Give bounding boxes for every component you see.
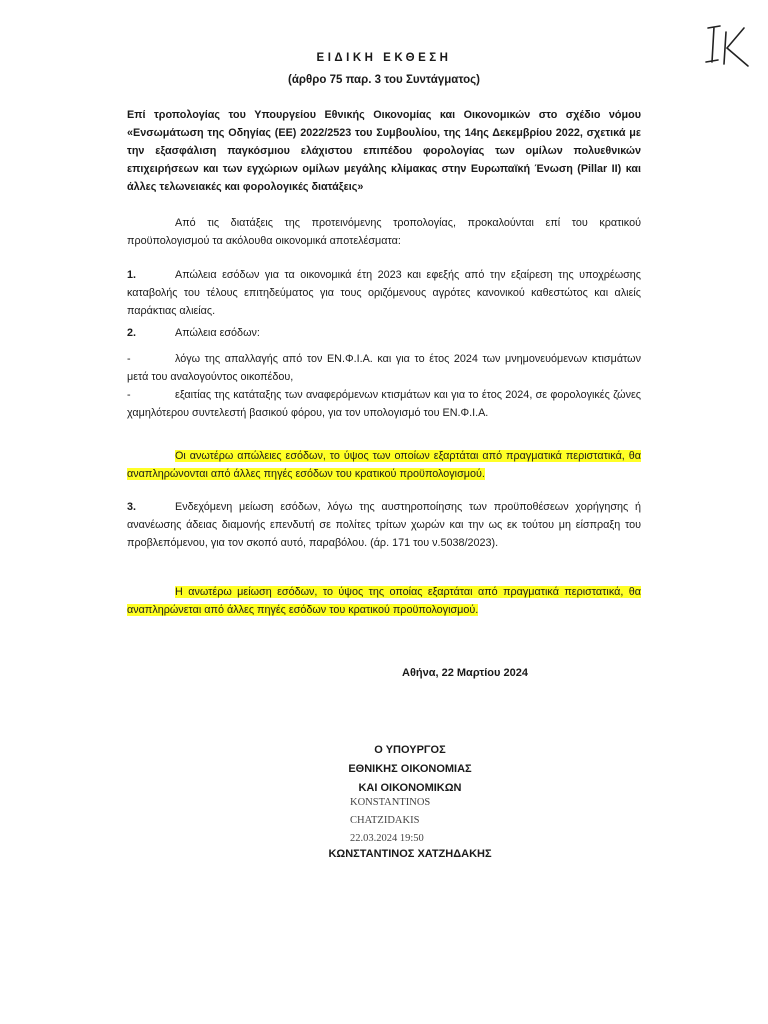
item-number: 3. (127, 501, 137, 513)
bullet-text: λόγω της απαλλαγής από τον ΕΝ.Φ.Ι.Α. και για το έτος 2024 των μνημονευόμενων κτισμάτων μετά του αναλογούντος οικοπέδου, (127, 353, 641, 383)
results-intro-paragraph: Από τις διατάξεις της προτεινόμενης τροπολογίας, προκαλούνται επί του κρατικού προϋπολογισμού τα ακόλουθα οικονομικά αποτελέσματα: (127, 217, 641, 247)
signature-role-line-1: Ο ΥΠΟΥΡΓΟΣ (374, 744, 446, 756)
item-number: 2. (127, 327, 137, 339)
document-title: ΕΙΔΙΚΗ ΕΚΘΕΣΗ (316, 52, 452, 64)
digital-signature-name: KONSTANTINOS (350, 797, 431, 808)
document-date: Αθήνα, 22 Μαρτίου 2024 (402, 667, 528, 679)
digital-signature-surname: CHATZIDAKIS (350, 815, 420, 826)
bullet-mark: - (127, 353, 131, 365)
item-2 (127, 324, 641, 342)
bullet-text: εξαιτίας της κατάταξης των αναφερόμενων κτισμάτων και για το έτος 2024, σε φορολογικές ζώνες χαμηλότερου συντελεστή βασικού φόρου, για τον υπολογισμό του ΕΝ.Φ.Ι.Α. (127, 389, 641, 419)
intro-paragraph: Επί τροπολογίας του Υπουργείου Εθνικής Οικονομίας και Οικονομικών στο σχέδιο νόμου «Ενσωμάτωση της Οδηγίας (ΕΕ) 2022/2523 του Συμβουλίου, της 14ης Δεκεμβρίου 2022, σχετικά με την εξασφάλιση παγκόσμιου ελάχιστου επιπέδου φορολογίας των ομίλων πολυεθνικών επιχειρήσεων και των εγχώριων ομίλων μεγάλης κλίμακας στην Ευρωπαϊκή Ένωση (Pillar II) και άλλες τελωνειακές και φορολογικές διατάξεις» (127, 109, 641, 193)
item-2-bullet-1 (127, 350, 641, 386)
item-text: Ενδεχόμενη μείωση εσόδων, λόγω της αυστηροποίησης των προϋποθέσεων χορήγησης ή ανανέωσης άδειας διαμονής επενδυτή σε πολίτες τρίτων χωρών και την ως εκ τούτου μη είσπραξη του προβλεπόμενου, για τον σκοπό αυτό, παραβόλου. (άρ. 171 του ν.5038/2023). (127, 501, 641, 549)
highlighted-text: Οι ανωτέρω απώλειες εσόδων, το ύψος των οποίων εξαρτάται από πραγματικά περιστατικά, θα αναπληρώνονται από άλλες πηγές εσόδων του κρατικού προϋπολογισμού. (127, 450, 641, 480)
item-number: 1. (127, 269, 137, 281)
signature-role-line-3: ΚΑΙ ΟΙΚΟΝΟΜΙΚΩΝ (358, 782, 462, 794)
digital-signature-timestamp: 22.03.2024 19:50 (350, 833, 424, 844)
document-subtitle: (άρθρο 75 παρ. 3 του Συντάγματος) (288, 74, 480, 86)
signature-role-line-2: ΕΘΝΙΚΗΣ ΟΙΚΟΝΟΜΙΑΣ (348, 763, 472, 775)
item-text: Απώλεια εσόδων για τα οικονομικά έτη 2023 και εφεξής από την εξαίρεση της υποχρέωσης καταβολής του τέλους επιτηδεύματος για τους οριζόμενους αγρότες κανονικού καθεστώτος και αλιείς παράκτιας αλιείας. (127, 269, 641, 317)
item-3 (127, 498, 641, 552)
item-1 (127, 266, 641, 320)
highlighted-text: Η ανωτέρω μείωση εσόδων, το ύψος της οποίας εξαρτάται από πραγματικά περιστατικά, θα αναπληρώνεται από άλλες πηγές εσόδων του κρατικού προϋπολογισμού. (127, 586, 641, 616)
highlight-paragraph-1 (127, 447, 641, 483)
item-heading: Απώλεια εσόδων: (175, 327, 260, 339)
signatory-name: ΚΩΝΣΤΑΝΤΙΝΟΣ ΧΑΤΖΗΔΑΚΗΣ (328, 848, 492, 860)
bullet-mark: - (127, 389, 131, 401)
item-2-bullet-2 (127, 386, 641, 422)
highlight-paragraph-2 (127, 583, 641, 619)
